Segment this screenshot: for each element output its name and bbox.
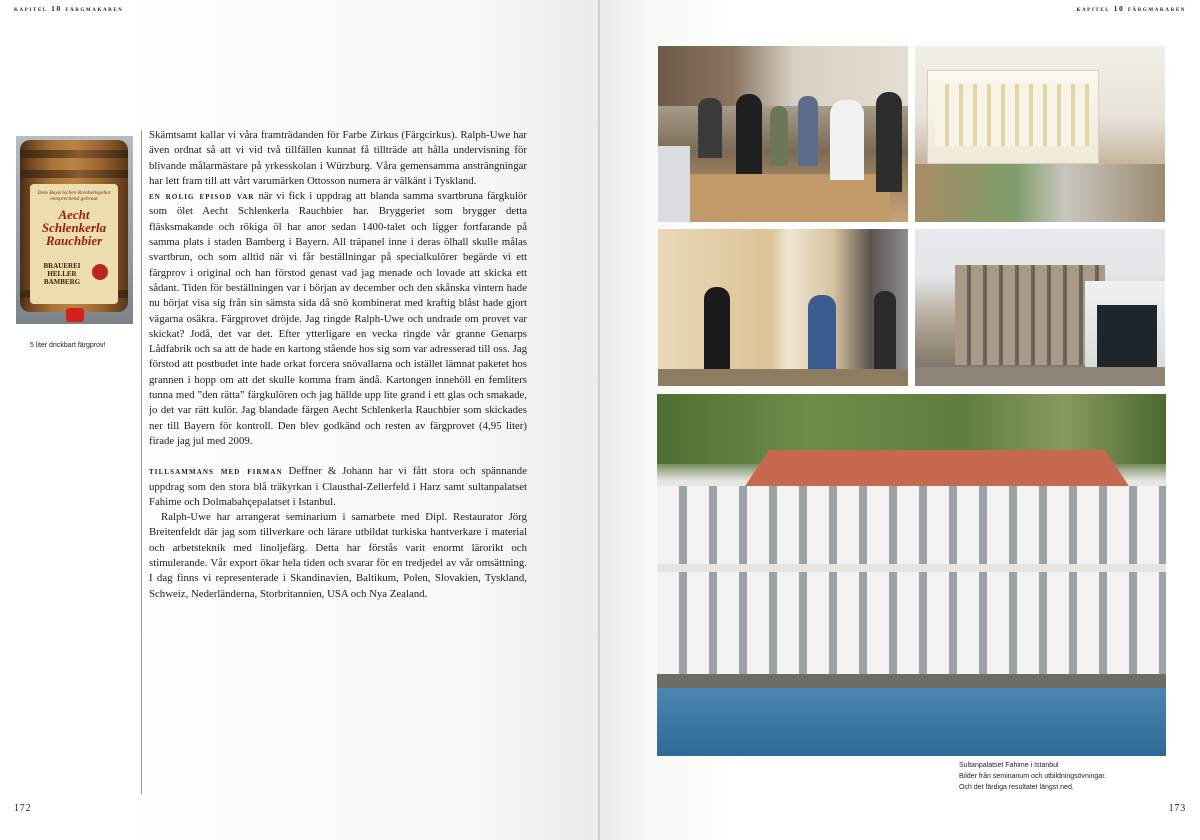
photo-detail xyxy=(657,688,1166,756)
photo-detail xyxy=(698,98,722,158)
caption-line: Och det färdiga resultatet längst ned. xyxy=(959,784,1074,791)
photo-detail xyxy=(915,164,1165,222)
photo-detail xyxy=(770,106,788,166)
running-head-left: kapitel 10 färgmakaren xyxy=(14,4,124,13)
photo-caption xyxy=(959,760,1106,793)
photo-detail xyxy=(658,46,908,106)
palace-construction-photo xyxy=(915,229,1165,386)
keg-tap-icon xyxy=(66,308,84,322)
paragraph xyxy=(149,510,527,602)
seminar-photo-2 xyxy=(658,229,908,386)
paragraph xyxy=(149,464,527,510)
keg-label-brand: Aecht Schlenkerla Rauchbier xyxy=(41,207,107,248)
paragraph xyxy=(149,128,527,189)
keg-label-brewery: BRAUEREI HELLER BAMBERG xyxy=(43,262,81,286)
column-rule xyxy=(141,130,142,794)
right-page xyxy=(600,0,1200,840)
photo-detail xyxy=(1097,305,1157,367)
caption-line: Sultanpalatset Fahime i Istanbul xyxy=(959,762,1059,769)
keg-label-line: Dem Bayerischen Reinheitsgebot entsprechend gebraut xyxy=(37,190,111,202)
photo-detail xyxy=(808,295,836,375)
photo-detail xyxy=(657,674,1166,688)
photo-detail xyxy=(955,265,1105,365)
paragraph-text: Deffner & Johann har vi fått stora och spännande uppdrag som den stora blå träkyrkan i Clausthal-Zellerfeld i Harz samt sultanpalatset Fahime och Dolmabahçepalatset i Istanbul. xyxy=(149,465,527,508)
paragraph-lead: en rolig episod var xyxy=(149,191,255,203)
body-text xyxy=(149,128,527,602)
photo-detail xyxy=(874,291,896,381)
paragraph-text: Ralph-Uwe har arrangerat seminarium i samarbete med Dipl. Restaurator Jörg Breitenfeldt där jag som tillverkare och lärare utbildat turkiska hantverkare i material och arbetsteknik med linoljefärg. Detta har förstås varit enormt lärorikt och stimulerande. Vår export ökar hela tiden och svarar för en tredjedel av vår omsättning. I dag finns vi representerade i Skandinavien, Baltikum, Polen, Slovakien, Tyskland, Schweiz, Nederländerna, Storbritannien, USA och Nya Zealand. xyxy=(149,511,527,600)
paragraph-text: Skämtsamt kallar vi våra framträdanden för Farbe Zirkus (Färgcirkus). Ralph-Uwe har även ordnat så att vi vid två tillfällen kunnat få tillträde att hålla undervisning för blivande målarmästare på yrkesskolan i Würzburg. Våra gemensamma ansträngningar har lett fram till att vårt varumärken Ottosson numera är välkänt i Tyskland. xyxy=(149,129,527,187)
photo-detail xyxy=(727,450,1147,488)
palace-fahime-photo xyxy=(657,394,1166,756)
photo-detail xyxy=(657,564,1166,572)
photo-detail xyxy=(876,92,902,192)
keg-hoop xyxy=(20,170,128,178)
page-number-right: 173 xyxy=(1168,803,1186,814)
keg-caption: 5 liter drickbart färgprov! xyxy=(30,342,106,349)
photo-detail xyxy=(690,174,890,222)
photo-detail xyxy=(798,96,818,166)
photo-detail xyxy=(915,367,1165,386)
keg-hoop xyxy=(20,150,128,158)
photo-detail xyxy=(658,146,690,222)
page-number-left: 172 xyxy=(14,803,32,814)
beer-keg-photo xyxy=(16,136,133,324)
paragraph xyxy=(149,189,527,449)
photo-detail xyxy=(935,84,1089,146)
photo-detail xyxy=(830,100,864,180)
seminar-photo-1 xyxy=(658,46,908,222)
photo-detail xyxy=(657,486,1166,682)
photo-detail xyxy=(736,94,762,174)
palace-model-photo xyxy=(915,46,1165,222)
paragraph-text: när vi fick i uppdrag att blanda samma svartbruna färgkulör som ölet Aecht Schlenkerla Rauchbier har. Bryggeriet som brygger detta fläsksmakande och rökiga öl har anor sedan 1400-talet och ligger fortfarande på samma plats i staden Bamberg i Bayern. All träpanel inne i deras ölhall skulle målas svartbrun, och som alltid när vi får beställningar på specialkulörer begärde vi ett färgprov i original och han förstod genast vad jag menade och lovade att skicka ett sådant. Tiden för beställningen var i början av december och den skånska vintern hade nu börjat visa sig från sin sämsta sida då snö kombinerat med kraftig blåst hade gjort vägarna osäkra. Färgprovet dröjde. Jag ringde Ralph-Uwe och undrade om provet var skickat? Jodå, det var det. Efter ytterligare en vecka ringde vår granne Genarps Lådfabrik och sa att de hade en kartong stående hos sig som var adresserad till oss. Jag förstod att postbudet inte hade orkat forcera snövallarna och istället lämnat paketet hos grannen i hopp om att det skulle komma fram ändå. Kartongen innehöll en femliters tunna med ”den rätta” färgkulören och jag hällde upp lite grand i ett glas och smakade, jo det var rätt kulör. Jag blandade färgen Aecht Schlenkerla Rauchbier som skickades ner till Bayern för kontroll. Den blev godkänd och resten av färgprovet (4,95 liter) firade jag jul med 2009. xyxy=(149,190,527,447)
keg-seal-icon xyxy=(92,264,108,280)
caption-line: Bilder från seminarium och utbildningsövningar. xyxy=(959,773,1107,780)
photo-detail xyxy=(658,369,908,386)
paragraph-lead: tillsammans med firman xyxy=(149,466,283,478)
running-head-right: kapitel 10 färgmakaren xyxy=(1076,4,1186,13)
keg-label xyxy=(30,184,118,304)
keg-body xyxy=(20,140,128,312)
